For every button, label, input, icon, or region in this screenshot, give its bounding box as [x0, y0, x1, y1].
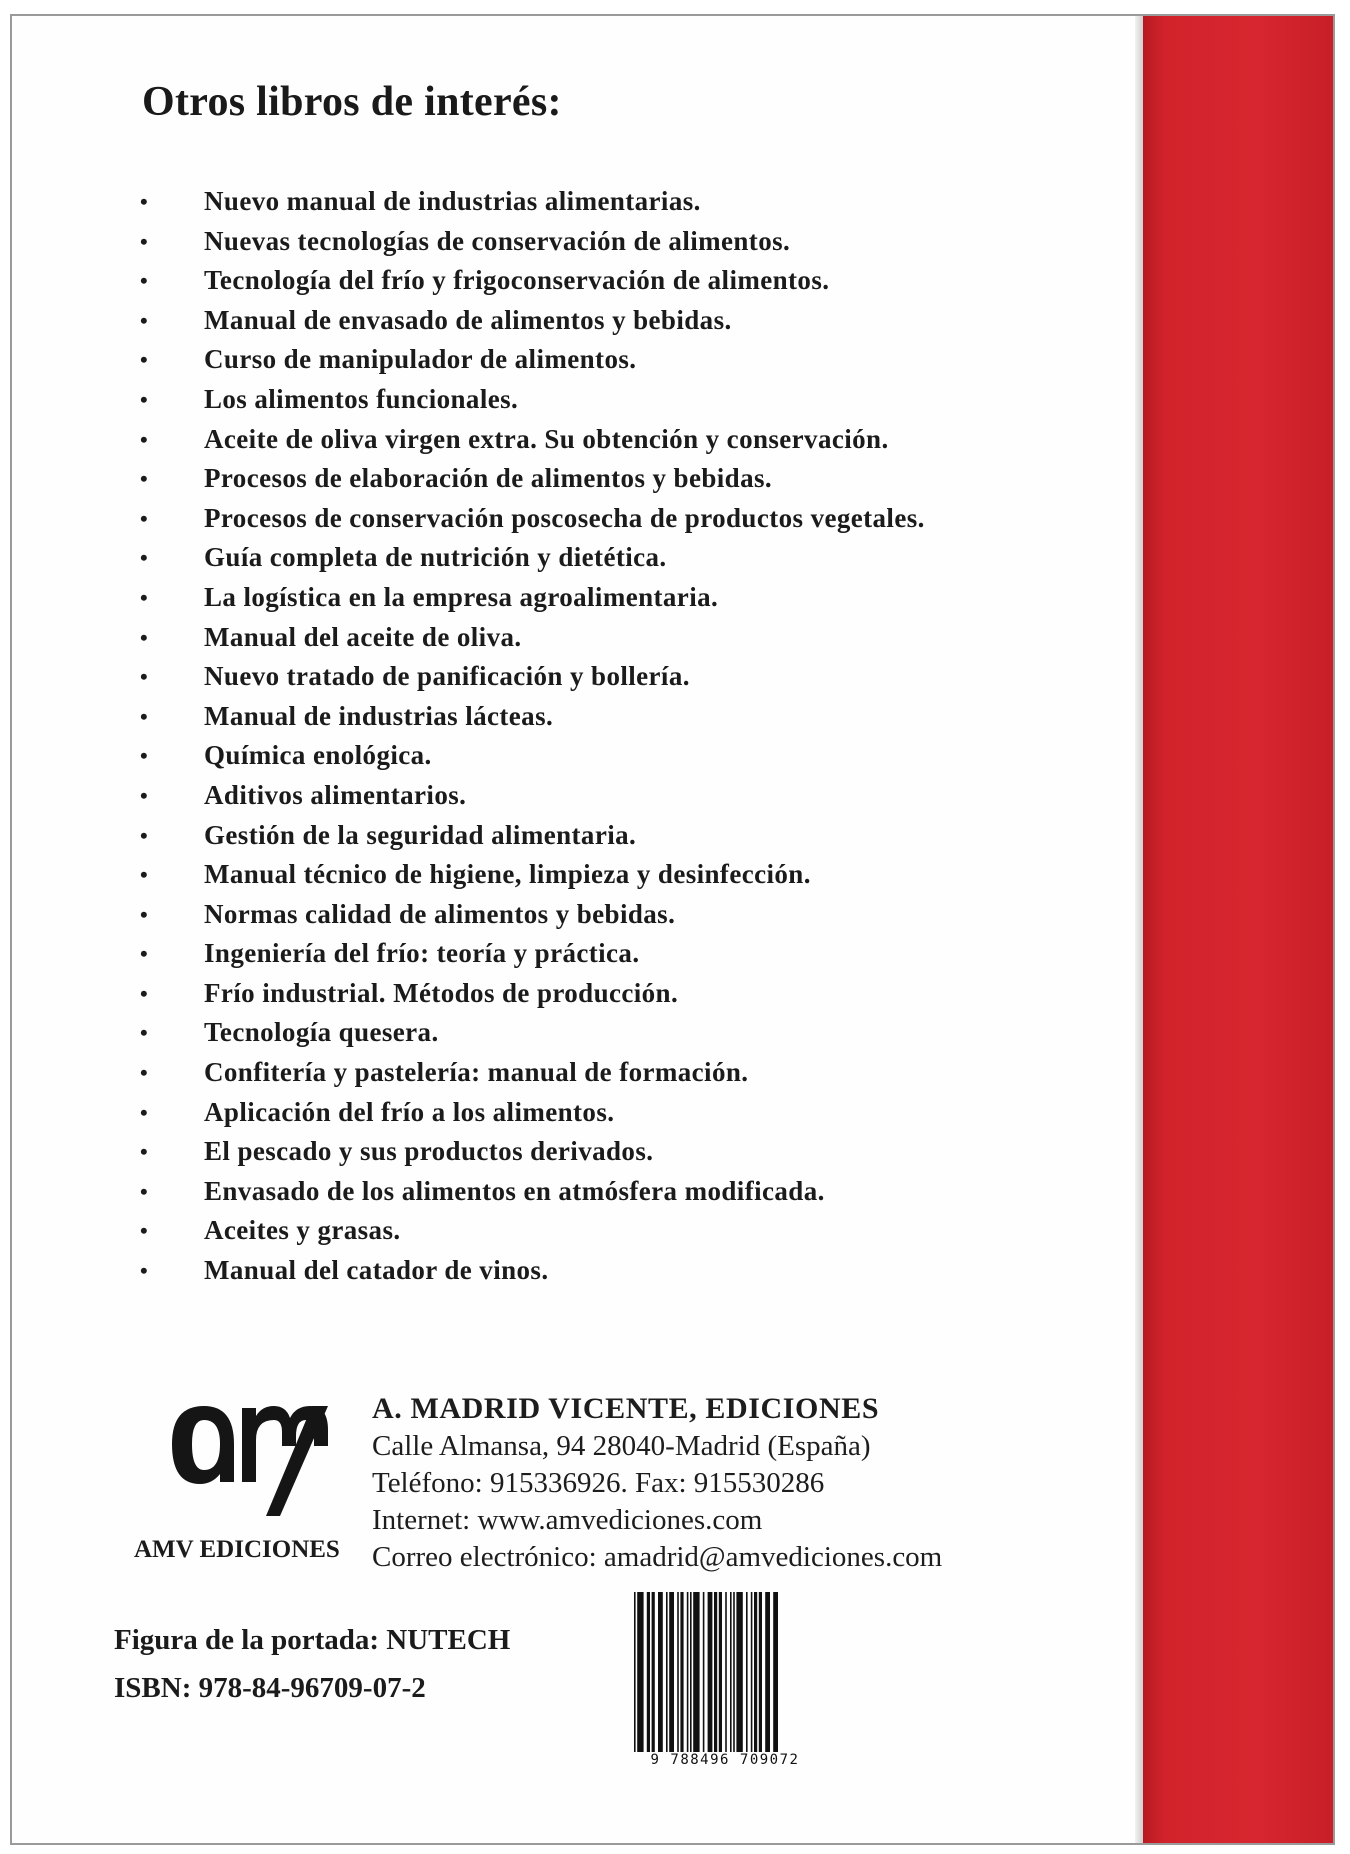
bullet-icon: •	[140, 1258, 149, 1284]
bullet-icon: •	[140, 664, 149, 690]
barcode-bar	[708, 1592, 713, 1752]
bullet-icon: •	[140, 347, 149, 373]
spine-shadow	[1135, 16, 1143, 1843]
book-list-item	[134, 974, 1094, 1014]
book-list-item	[134, 1013, 1094, 1053]
barcode-bar	[647, 1592, 650, 1752]
bullet-icon: •	[140, 584, 149, 610]
barcode-bar	[746, 1592, 748, 1752]
book-title: Procesos de elaboración de alimentos y bebidas.	[204, 463, 773, 494]
bullet-icon: •	[140, 901, 149, 927]
amv-logo-icon	[162, 1386, 337, 1516]
book-list-item	[134, 1132, 1094, 1172]
barcode-bar	[725, 1592, 727, 1752]
barcode-digits: 9 788496 709072	[650, 1752, 800, 1768]
bullet-icon: •	[140, 307, 149, 333]
publisher-internet: Internet: www.amvediciones.com	[372, 1504, 763, 1536]
bullet-icon: •	[140, 228, 149, 254]
book-title: Manual de industrias lácteas.	[204, 700, 554, 731]
bullet-icon: •	[140, 505, 149, 531]
book-title: Nuevas tecnologías de conservación de alimentos.	[204, 225, 791, 256]
book-list-item	[134, 816, 1094, 856]
book-title: Manual del aceite de oliva.	[204, 621, 522, 652]
barcode-bar	[637, 1592, 643, 1752]
barcode-bar	[634, 1592, 636, 1752]
book-list-item	[134, 1172, 1094, 1212]
book-list-item	[134, 855, 1094, 895]
barcode-icon	[628, 1588, 822, 1766]
book-title: Manual técnico de higiene, limpieza y desinfección.	[204, 859, 811, 890]
barcode-bar	[703, 1592, 705, 1752]
bullet-icon: •	[140, 386, 149, 412]
bullet-icon: •	[140, 189, 149, 214]
book-title: Los alimentos funcionales.	[204, 383, 519, 414]
barcode-bar	[730, 1592, 732, 1752]
barcode-bar	[669, 1592, 674, 1752]
barcode-bar	[719, 1592, 722, 1752]
book-list-item	[134, 657, 1094, 697]
book-title: Química enológica.	[204, 740, 432, 771]
book-title: Aceites y grasas.	[204, 1215, 401, 1246]
book-title: Gestión de la seguridad alimentaria.	[204, 819, 637, 850]
bullet-icon: •	[140, 1218, 149, 1244]
bullet-icon: •	[140, 268, 149, 294]
bullet-icon: •	[140, 703, 149, 729]
book-title: Confitería y pastelería: manual de formación.	[204, 1057, 749, 1088]
bullet-icon: •	[140, 624, 149, 650]
barcode-bar	[759, 1592, 762, 1752]
back-cover	[10, 14, 1335, 1845]
book-title: Normas calidad de alimentos y bebidas.	[204, 898, 676, 929]
book-list-item	[134, 420, 1094, 460]
barcode-bar	[733, 1592, 735, 1752]
barcode-bar	[754, 1592, 757, 1752]
logo-caption: AMV EDICIONES	[134, 1536, 340, 1563]
book-title: Envasado de los alimentos en atmósfera modificada.	[204, 1175, 825, 1206]
barcode-bar	[658, 1592, 663, 1752]
book-list-item	[134, 697, 1094, 737]
book-list-item	[134, 1053, 1094, 1093]
bullet-icon: •	[140, 1178, 149, 1204]
book-list-item	[134, 301, 1094, 341]
book-title: Procesos de conservación poscosecha de productos vegetales.	[204, 502, 925, 533]
book-list-item	[134, 261, 1094, 301]
bullet-icon: •	[140, 1099, 149, 1125]
bullet-icon: •	[140, 1060, 149, 1086]
bullet-icon: •	[140, 980, 149, 1006]
book-list-item	[134, 182, 1094, 222]
book-title: Tecnología del frío y frigoconservación de alimentos.	[204, 265, 830, 296]
section-heading: Otros libros de interés:	[142, 79, 562, 125]
barcode-bar	[736, 1592, 742, 1752]
book-title: Frío industrial. Métodos de producción.	[204, 977, 679, 1008]
barcode-bar	[765, 1592, 770, 1752]
cover-figure-credit: Figura de la portada: NUTECH	[114, 1624, 511, 1656]
barcode-bar	[693, 1592, 699, 1752]
barcode-bar	[680, 1592, 683, 1752]
publisher-address: Calle Almansa, 94 28040-Madrid (España)	[372, 1430, 871, 1462]
book-list-item	[134, 380, 1094, 420]
credits	[114, 1616, 510, 1712]
bullet-icon: •	[140, 782, 149, 808]
publisher-info	[372, 1390, 942, 1576]
book-list-item	[134, 222, 1094, 262]
book-list-item	[134, 1093, 1094, 1133]
book-title: Aceite de oliva virgen extra. Su obtención y conservación.	[204, 423, 889, 454]
book-title: Aplicación del frío a los alimentos.	[204, 1096, 615, 1127]
book-list-item	[134, 538, 1094, 578]
book-title: Guía completa de nutrición y dietética.	[204, 542, 667, 573]
book-list	[134, 182, 1094, 1291]
book-list-item	[134, 499, 1094, 539]
book-title: Nuevo manual de industrias alimentarias.	[204, 186, 701, 216]
bullet-icon: •	[140, 743, 149, 769]
book-list-item	[134, 340, 1094, 380]
book-title: Nuevo tratado de panificación y bollería.	[204, 661, 690, 692]
bullet-icon: •	[140, 545, 149, 571]
publisher-email: Correo electrónico: amadrid@amvediciones.com	[372, 1541, 943, 1573]
book-title: Ingeniería del frío: teoría y práctica.	[204, 938, 640, 969]
bullet-icon: •	[140, 862, 149, 888]
book-list-item	[134, 578, 1094, 618]
red-spine-strip	[1143, 16, 1333, 1843]
book-title: La logística en la empresa agroalimentaria.	[204, 581, 719, 612]
barcode-bar	[773, 1592, 778, 1752]
book-list-item	[134, 618, 1094, 658]
book-title: Manual de envasado de alimentos y bebidas.	[204, 304, 732, 335]
book-list-item	[134, 736, 1094, 776]
barcode-bar	[687, 1592, 689, 1752]
barcode-bar	[666, 1592, 668, 1752]
barcode-bar	[690, 1592, 692, 1752]
book-title: Manual del catador de vinos.	[204, 1255, 549, 1286]
bullet-icon: •	[140, 941, 149, 967]
book-list-item	[134, 459, 1094, 499]
book-list-item	[134, 1211, 1094, 1251]
barcode-bar	[751, 1592, 753, 1752]
publisher-name: A. MADRID VICENTE, EDICIONES	[372, 1392, 880, 1425]
bullet-icon: •	[140, 466, 149, 492]
isbn: ISBN: 978-84-96709-07-2	[114, 1672, 426, 1704]
book-title: Tecnología quesera.	[204, 1017, 439, 1048]
bullet-icon: •	[140, 1139, 149, 1165]
publisher-phone: Teléfono: 915336926. Fax: 915530286	[372, 1467, 825, 1499]
book-title: Curso de manipulador de alimentos.	[204, 344, 637, 375]
book-list-item	[134, 934, 1094, 974]
book-list-item	[134, 895, 1094, 935]
bullet-icon: •	[140, 822, 149, 848]
book-title: Aditivos alimentarios.	[204, 779, 467, 810]
book-list-item	[134, 1251, 1094, 1291]
book-list-item	[134, 776, 1094, 816]
book-title: El pescado y sus productos derivados.	[204, 1136, 654, 1167]
barcode-bar	[714, 1592, 717, 1752]
barcode-bar	[652, 1592, 655, 1752]
barcode-bar	[677, 1592, 679, 1752]
bullet-icon: •	[140, 426, 149, 452]
bullet-icon: •	[140, 1020, 149, 1046]
